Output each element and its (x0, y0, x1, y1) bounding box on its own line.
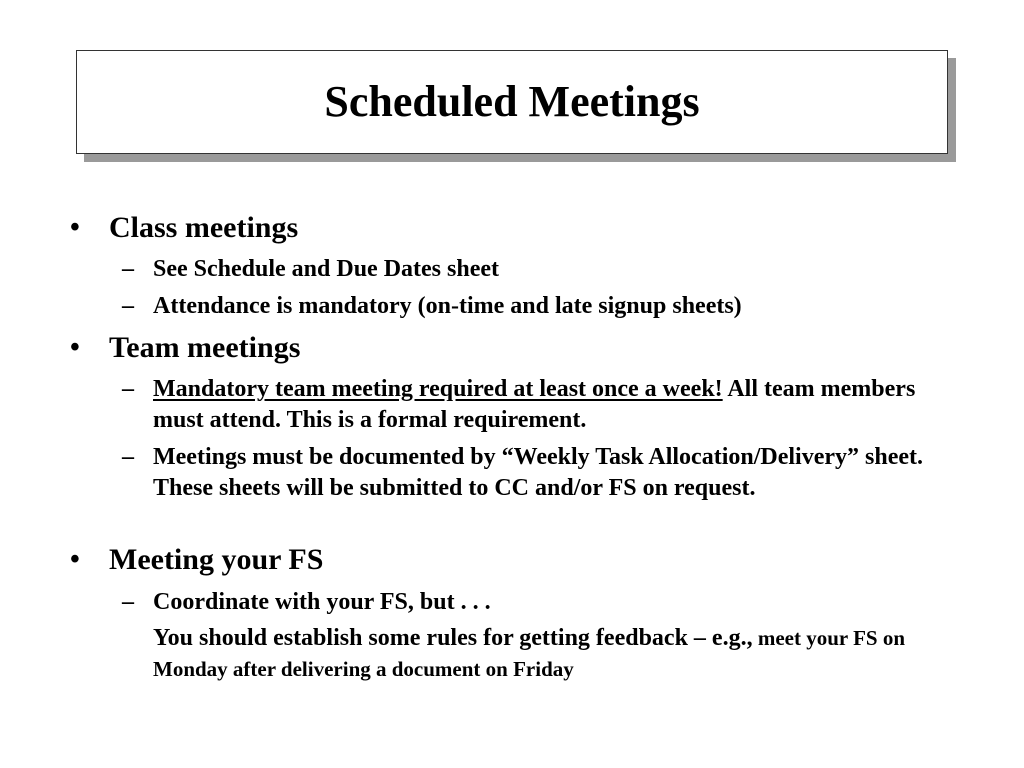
note-small-text: meet your FS on Monday after delivering a document on Friday (153, 626, 906, 681)
section-heading: Class meetings (109, 211, 299, 244)
bullet-icon: • (70, 544, 80, 575)
sub-item-text: See Schedule and Due Dates sheet (153, 256, 499, 282)
bullet-icon: • (70, 332, 80, 363)
dash-icon: – (122, 589, 134, 615)
sub-item-text: Meetings must be documented by “Weekly Task Allocation/Delivery” sheet. These sheets will be submitted to CC and/or FS on request. (153, 444, 923, 501)
slide-title: Scheduled Meetings (324, 77, 700, 126)
note-main-text: You should establish some rules for getting feedback – e.g., (153, 625, 753, 651)
sub-item-rest-text: All team members must attend. This is a formal requirement. (153, 376, 916, 433)
sub-item-text: Attendance is mandatory (on-time and late signup sheets) (153, 293, 742, 319)
bullet-icon: • (70, 212, 80, 243)
dash-icon: – (122, 256, 134, 282)
note-text (153, 623, 953, 685)
dash-icon: – (122, 376, 134, 402)
dash-icon: – (122, 293, 134, 319)
sub-item-text (153, 374, 953, 436)
section-heading: Meeting your FS (109, 543, 324, 576)
dash-icon: – (122, 444, 134, 470)
sub-item-text: Coordinate with your FS, but . . . (153, 589, 491, 615)
section-heading: Team meetings (109, 331, 301, 364)
emphasis-underlined-text: Mandatory team meeting required at least once a week! (153, 376, 723, 402)
